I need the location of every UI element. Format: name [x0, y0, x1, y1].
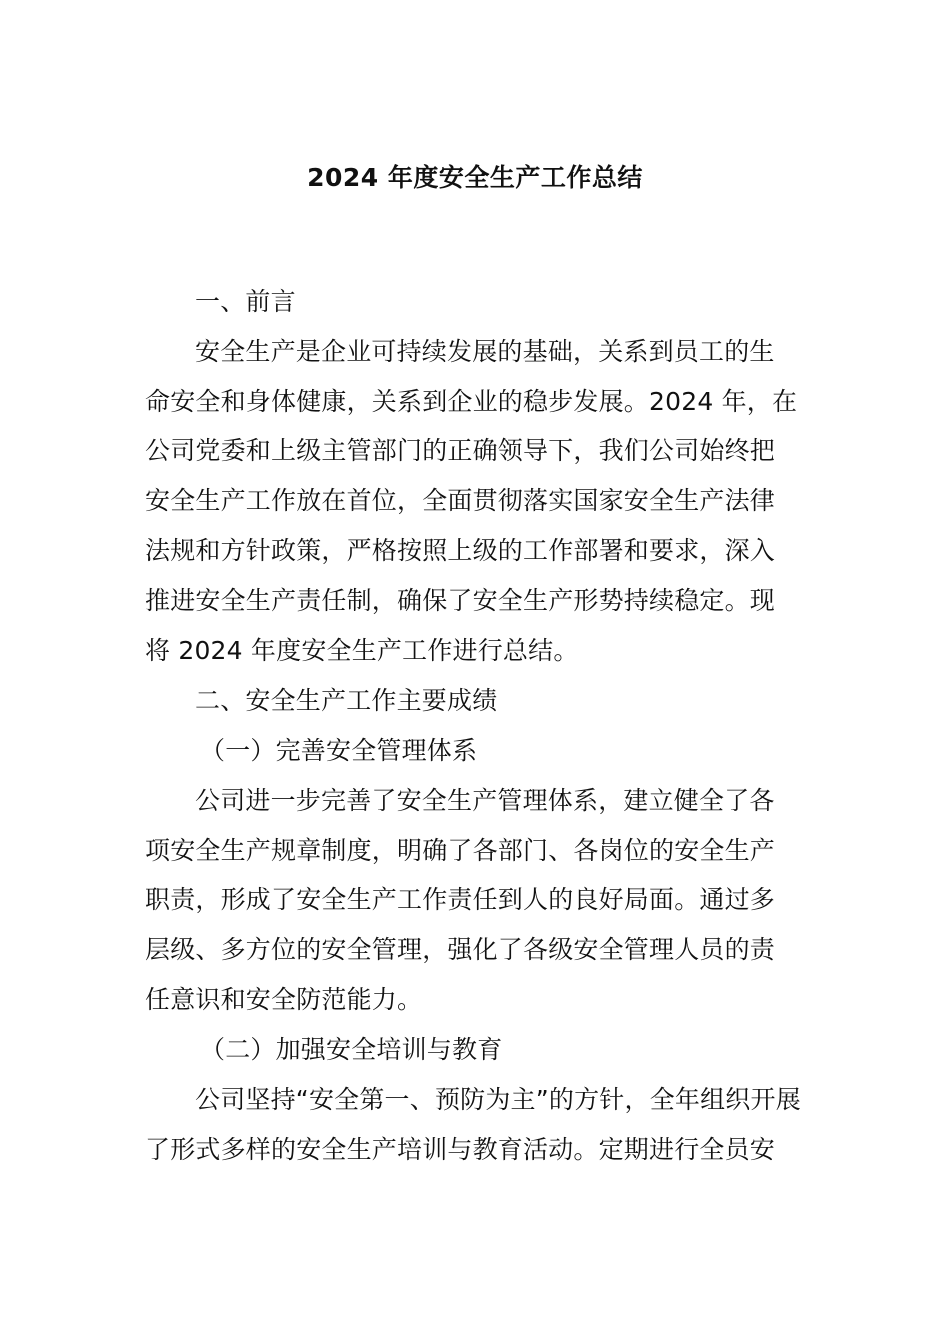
paragraph-line: 职责，形成了安全生产工作责任到人的良好局面。通过多 [145, 885, 776, 914]
paragraph-line: 公司坚持“安全第一、预防为主”的方针，全年组织开展 [195, 1085, 801, 1114]
paragraph-line: 项安全生产规章制度，明确了各部门、各岗位的安全生产 [145, 836, 776, 865]
subheading-training-education: （二）加强安全培训与教育 [200, 1035, 503, 1064]
paragraph-line: 了形式多样的安全生产培训与教育活动。定期进行全员安 [145, 1135, 776, 1164]
paragraph-line: 将 2024 年度安全生产工作进行总结。 [145, 636, 579, 665]
paragraph-line: 公司党委和上级主管部门的正确领导下，我们公司始终把 [145, 436, 776, 465]
document-title: 2024 年度安全生产工作总结 [307, 163, 643, 192]
paragraph-line: 安全生产工作放在首位，全面贯彻落实国家安全生产法律 [145, 486, 776, 515]
paragraph-line: 推进安全生产责任制，确保了安全生产形势持续稳定。现 [145, 586, 776, 615]
heading-preface: 一、前言 [195, 287, 296, 316]
paragraph-line: 公司进一步完善了安全生产管理体系，建立健全了各 [195, 786, 775, 815]
paragraph-line: 法规和方针政策，严格按照上级的工作部署和要求，深入 [145, 536, 776, 565]
paragraph-line: 任意识和安全防范能力。 [145, 985, 423, 1014]
heading-main-achievements: 二、安全生产工作主要成绩 [195, 686, 498, 715]
subheading-management-system: （一）完善安全管理体系 [200, 736, 478, 765]
paragraph-line: 命安全和身体健康，关系到企业的稳步发展。2024 年，在 [145, 387, 798, 416]
paragraph-line: 安全生产是企业可持续发展的基础，关系到员工的生 [195, 337, 775, 366]
paragraph-line: 层级、多方位的安全管理，强化了各级安全管理人员的责 [145, 935, 776, 964]
